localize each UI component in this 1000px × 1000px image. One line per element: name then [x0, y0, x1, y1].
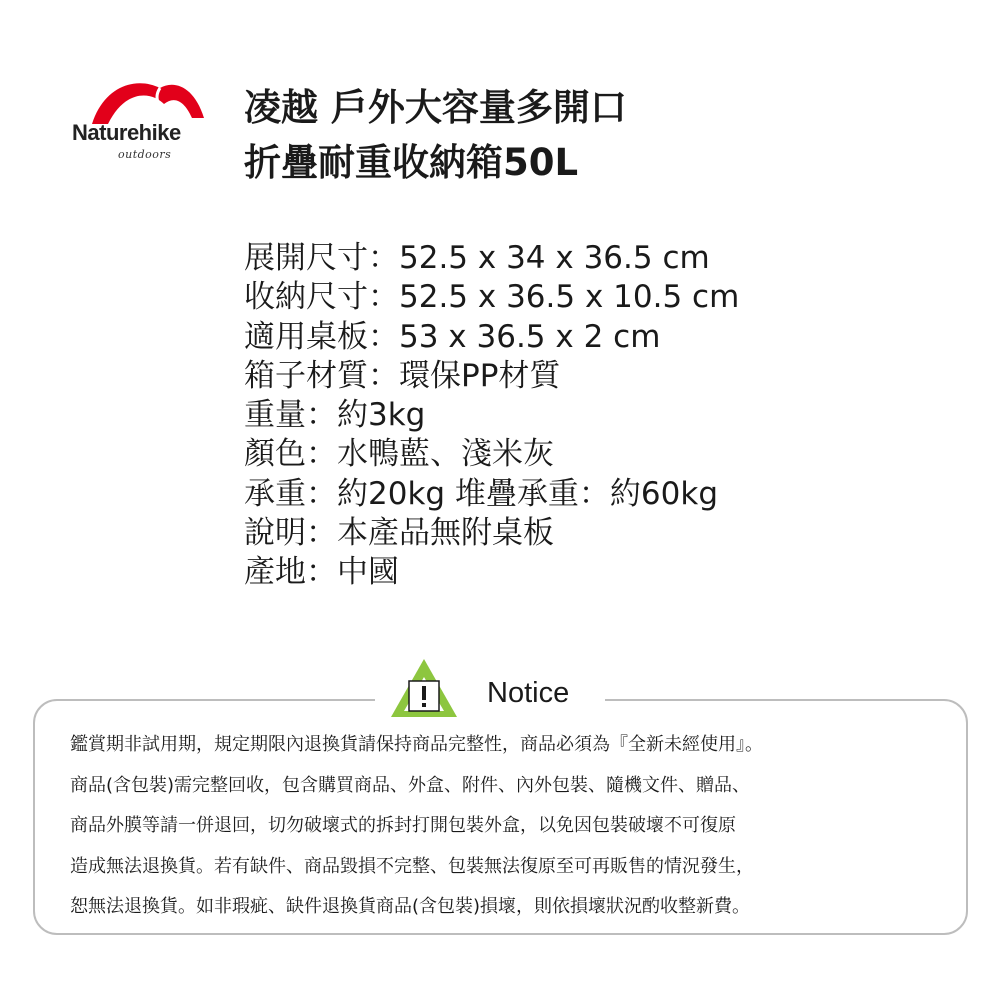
spec-item: 說明：本產品無附桌板 [244, 515, 554, 552]
brand-logo [72, 78, 227, 178]
spec-list [244, 239, 739, 593]
notice-line: 商品外膜等請一併退回，切勿破壞式的拆封打開包裝外盒，以免因包裝破壞不可復原 [70, 815, 736, 836]
product-title [244, 80, 627, 190]
notice-line: 商品(含包裝)需完整回收，包含購買商品、外盒、附件、內外包裝、隨機文件、贈品、 [70, 774, 751, 796]
product-title-line-2: 折疊耐重收納箱50L [244, 141, 579, 184]
brand-name: Naturehike [72, 120, 181, 145]
product-title-line-1: 凌越 戶外大容量多開口 [244, 86, 627, 129]
notice-text [70, 725, 950, 928]
spec-item: 展開尺寸：52.5 x 34 x 36.5 cm [244, 240, 710, 276]
spec-item: 箱子材質：環保PP材質 [244, 357, 561, 394]
warning-icon [387, 655, 461, 721]
notice-line: 造成無法退換貨。若有缺件、商品毀損不完整、包裝無法復原至可再販售的情況發生， [70, 855, 754, 877]
spec-item: 承重：約20kg 堆疊承重：約60kg [244, 475, 719, 512]
spec-item: 重量：約3kg [244, 397, 426, 434]
spec-item: 顏色：水鴨藍、淺米灰 [244, 436, 554, 473]
notice-line: 恕無法退換貨。如非瑕疵、缺件退換貨商品(含包裝)損壞，則依損壞狀況酌收整新費。 [70, 896, 751, 917]
spec-item: 收納尺寸：52.5 x 36.5 x 10.5 cm [244, 279, 740, 316]
mountain-logo-icon [90, 78, 210, 124]
brand-subtitle: outdoors [118, 148, 172, 161]
spec-item: 適用桌板：53 x 36.5 x 2 cm [244, 318, 661, 355]
notice-line: 鑑賞期非試用期，規定期限內退換貨請保持商品完整性，商品必須為『全新未經使用』。 [70, 734, 763, 755]
notice-label: Notice [487, 677, 570, 709]
spec-item: 產地：中國 [244, 554, 399, 591]
notice-header [375, 655, 605, 725]
